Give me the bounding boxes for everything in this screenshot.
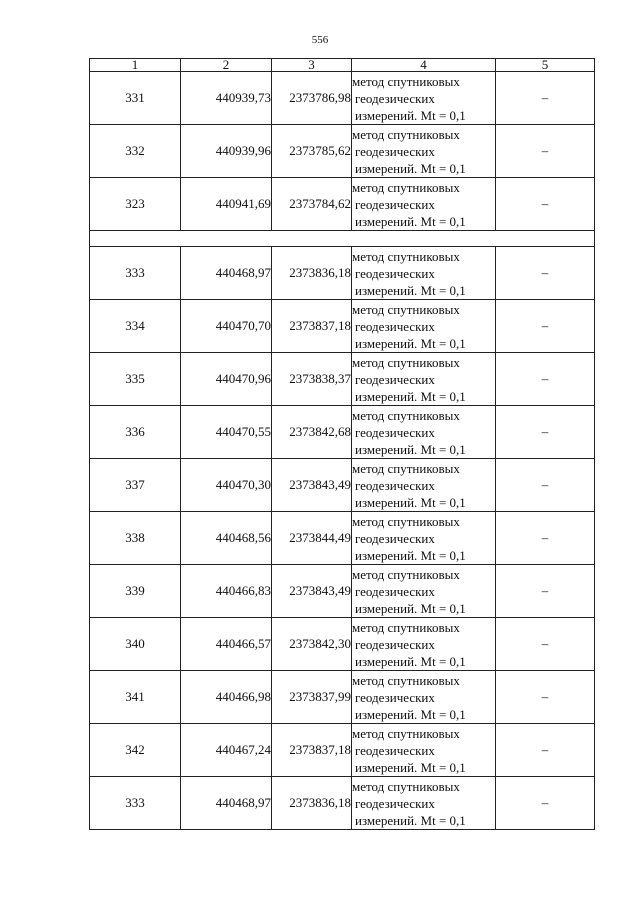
note-cell: – — [496, 125, 595, 178]
method-text-line: метод спутниковых — [352, 619, 460, 635]
x-coordinate: 440939,73 — [181, 72, 272, 125]
x-coordinate: 440467,24 — [181, 724, 272, 777]
method-text-line: метод спутниковых — [352, 460, 460, 476]
column-header: 4 — [352, 59, 496, 72]
method-text-line: измерений. Mt = 0,1 — [355, 653, 466, 669]
table-row — [90, 724, 595, 777]
y-coordinate: 2373837,18 — [272, 300, 352, 353]
table-row — [90, 178, 595, 231]
note-cell: – — [496, 353, 595, 406]
x-coordinate: 440939,96 — [181, 125, 272, 178]
y-coordinate: 2373836,18 — [272, 247, 352, 300]
note-cell: – — [496, 72, 595, 125]
table-row — [90, 72, 595, 125]
x-coordinate: 440466,57 — [181, 618, 272, 671]
point-number: 341 — [90, 671, 181, 724]
method-cell — [352, 125, 496, 178]
method-text-line: метод спутниковых — [352, 73, 460, 89]
y-coordinate: 2373844,49 — [272, 512, 352, 565]
note-cell: – — [496, 178, 595, 231]
method-text-line: измерений. Mt = 0,1 — [355, 282, 466, 298]
point-number: 333 — [90, 247, 181, 300]
method-text-line: геодезических — [355, 265, 435, 281]
method-text-line: метод спутниковых — [352, 672, 460, 688]
method-text-line: геодезических — [355, 424, 435, 440]
method-text-line: измерений. Mt = 0,1 — [355, 547, 466, 563]
column-header: 2 — [181, 59, 272, 72]
method-text-line: метод спутниковых — [352, 725, 460, 741]
method-cell — [352, 72, 496, 125]
method-text-line: геодезических — [355, 371, 435, 387]
point-number: 337 — [90, 459, 181, 512]
column-header: 1 — [90, 59, 181, 72]
method-text-line: метод спутниковых — [352, 778, 460, 794]
y-coordinate: 2373786,98 — [272, 72, 352, 125]
x-coordinate: 440468,56 — [181, 512, 272, 565]
method-text-line: измерений. Mt = 0,1 — [355, 759, 466, 775]
point-number: 331 — [90, 72, 181, 125]
table-row — [90, 247, 595, 300]
y-coordinate: 2373838,37 — [272, 353, 352, 406]
method-text-line: измерений. Mt = 0,1 — [355, 494, 466, 510]
separator-cell — [90, 231, 595, 247]
method-cell — [352, 353, 496, 406]
method-text-line: геодезических — [355, 636, 435, 652]
group-separator-row — [90, 231, 595, 247]
method-text-line: метод спутниковых — [352, 248, 460, 264]
x-coordinate: 440470,30 — [181, 459, 272, 512]
note-cell: – — [496, 777, 595, 830]
method-text-line: измерений. Mt = 0,1 — [355, 213, 466, 229]
note-cell: – — [496, 459, 595, 512]
method-text-line: измерений. Mt = 0,1 — [355, 812, 466, 828]
method-cell — [352, 565, 496, 618]
method-text-line: измерений. Mt = 0,1 — [355, 600, 466, 616]
method-text-line: измерений. Mt = 0,1 — [355, 388, 466, 404]
page-number: 556 — [311, 34, 329, 46]
point-number: 340 — [90, 618, 181, 671]
note-cell: – — [496, 406, 595, 459]
column-header: 5 — [496, 59, 595, 72]
note-cell: – — [496, 565, 595, 618]
x-coordinate: 440470,96 — [181, 353, 272, 406]
method-cell — [352, 300, 496, 353]
table-row — [90, 512, 595, 565]
note-cell: – — [496, 512, 595, 565]
y-coordinate: 2373843,49 — [272, 565, 352, 618]
x-coordinate: 440468,97 — [181, 777, 272, 830]
point-number: 335 — [90, 353, 181, 406]
table-row — [90, 300, 595, 353]
table-row — [90, 777, 595, 830]
x-coordinate: 440470,70 — [181, 300, 272, 353]
coordinates-table — [89, 58, 595, 830]
y-coordinate: 2373785,62 — [272, 125, 352, 178]
x-coordinate: 440466,98 — [181, 671, 272, 724]
note-cell: – — [496, 724, 595, 777]
method-cell — [352, 406, 496, 459]
table-row — [90, 353, 595, 406]
y-coordinate: 2373837,18 — [272, 724, 352, 777]
point-number: 333 — [90, 777, 181, 830]
y-coordinate: 2373842,68 — [272, 406, 352, 459]
point-number: 336 — [90, 406, 181, 459]
method-text-line: измерений. Mt = 0,1 — [355, 107, 466, 123]
method-text-line: измерений. Mt = 0,1 — [355, 335, 466, 351]
x-coordinate: 440468,97 — [181, 247, 272, 300]
note-cell: – — [496, 671, 595, 724]
column-header: 3 — [272, 59, 352, 72]
method-text-line: метод спутниковых — [352, 301, 460, 317]
x-coordinate: 440466,83 — [181, 565, 272, 618]
method-text-line: геодезических — [355, 742, 435, 758]
method-text-line: измерений. Mt = 0,1 — [355, 160, 466, 176]
note-cell: – — [496, 300, 595, 353]
point-number: 334 — [90, 300, 181, 353]
method-text-line: геодезических — [355, 477, 435, 493]
method-text-line: геодезических — [355, 583, 435, 599]
method-text-line: метод спутниковых — [352, 179, 460, 195]
point-number: 332 — [90, 125, 181, 178]
method-text-line: геодезических — [355, 530, 435, 546]
method-text-line: метод спутниковых — [352, 354, 460, 370]
method-text-line: метод спутниковых — [352, 126, 460, 142]
method-text-line: измерений. Mt = 0,1 — [355, 441, 466, 457]
method-cell — [352, 178, 496, 231]
method-text-line: геодезических — [355, 689, 435, 705]
y-coordinate: 2373836,18 — [272, 777, 352, 830]
method-text-line: геодезических — [355, 795, 435, 811]
method-cell — [352, 247, 496, 300]
method-text-line: метод спутниковых — [352, 407, 460, 423]
x-coordinate: 440470,55 — [181, 406, 272, 459]
method-text-line: метод спутниковых — [352, 513, 460, 529]
method-cell — [352, 512, 496, 565]
method-cell — [352, 459, 496, 512]
method-text-line: геодезических — [355, 318, 435, 334]
note-cell: – — [496, 618, 595, 671]
table-row — [90, 618, 595, 671]
table-row — [90, 406, 595, 459]
point-number: 323 — [90, 178, 181, 231]
point-number: 342 — [90, 724, 181, 777]
method-text-line: геодезических — [355, 90, 435, 106]
table-row — [90, 459, 595, 512]
method-text-line: метод спутниковых — [352, 566, 460, 582]
method-text-line: геодезических — [355, 143, 435, 159]
method-cell — [352, 618, 496, 671]
method-text-line: измерений. Mt = 0,1 — [355, 706, 466, 722]
table-row — [90, 125, 595, 178]
note-cell: – — [496, 247, 595, 300]
y-coordinate: 2373784,62 — [272, 178, 352, 231]
method-cell — [352, 724, 496, 777]
table-header-row — [90, 59, 595, 72]
y-coordinate: 2373843,49 — [272, 459, 352, 512]
y-coordinate: 2373842,30 — [272, 618, 352, 671]
table-row — [90, 565, 595, 618]
point-number: 339 — [90, 565, 181, 618]
point-number: 338 — [90, 512, 181, 565]
y-coordinate: 2373837,99 — [272, 671, 352, 724]
method-text-line: геодезических — [355, 196, 435, 212]
table-row — [90, 671, 595, 724]
x-coordinate: 440941,69 — [181, 178, 272, 231]
method-cell — [352, 671, 496, 724]
method-cell — [352, 777, 496, 830]
